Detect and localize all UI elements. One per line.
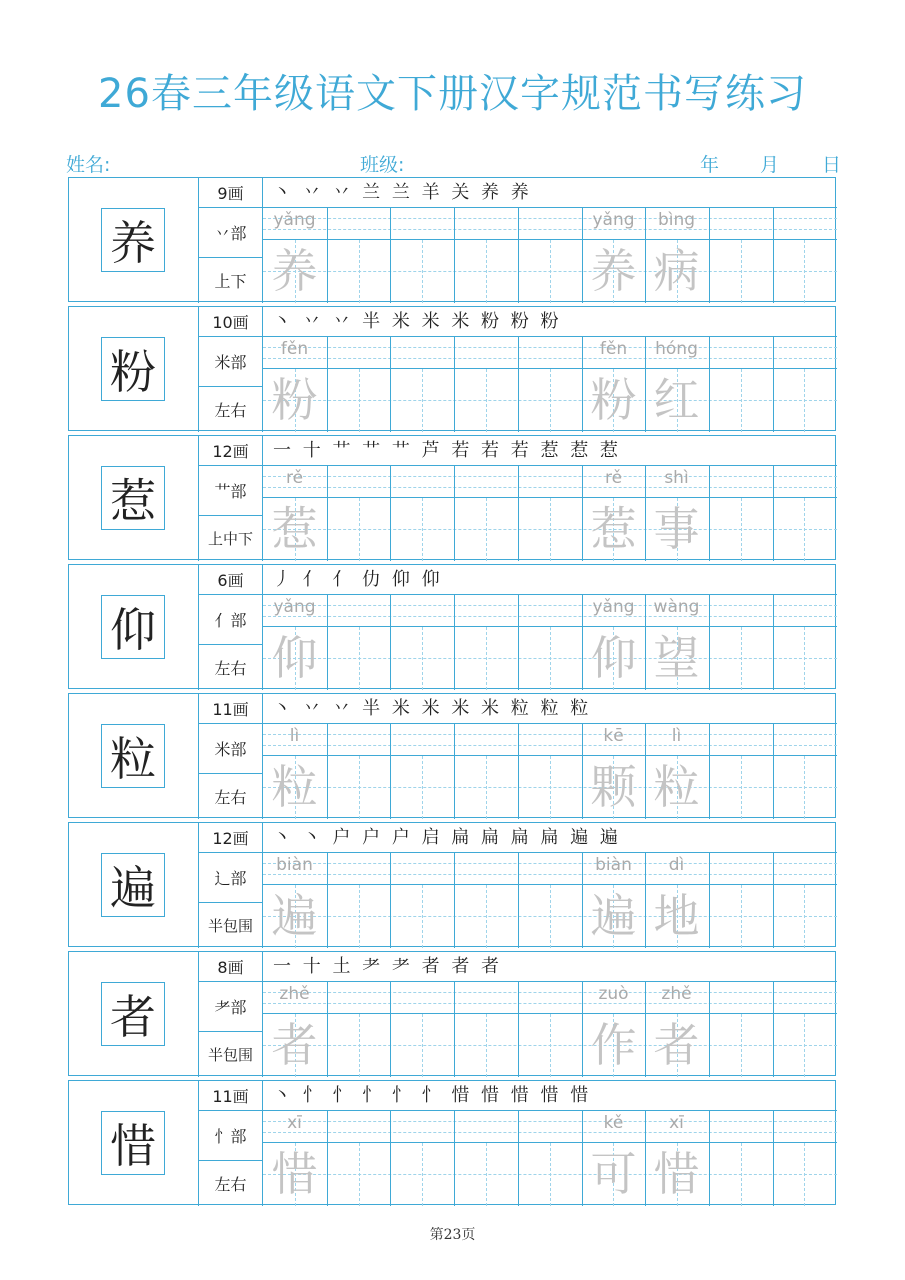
pinyin-guide: zhě: [661, 984, 692, 1004]
writing-grid: [263, 1111, 837, 1206]
big-character-cell: [69, 1081, 199, 1206]
stroke-count: 9画: [199, 178, 262, 208]
pinyin-guide: wàng: [653, 597, 700, 617]
month-label: 月: [760, 154, 780, 176]
trace-character: 地: [653, 889, 700, 943]
writing-grid: [263, 337, 837, 432]
big-character-cell: [69, 436, 199, 561]
pinyin-row: [263, 208, 837, 240]
trace-character: 惹: [590, 502, 637, 556]
writing-grid: [263, 724, 837, 819]
pinyin-guide: kě: [603, 1113, 624, 1133]
trace-character: 养: [271, 244, 318, 298]
pinyin-row: [263, 595, 837, 627]
pinyin-guide: fěn: [599, 339, 628, 359]
stroke-order: 丶 丷 丷 半 米 米 米 米 粒 粒 粒: [263, 694, 837, 724]
trace-character: 粒: [271, 760, 318, 814]
trace-character: 者: [653, 1018, 700, 1072]
trace-character: 惹: [271, 502, 318, 556]
pinyin-guide: lì: [289, 726, 300, 746]
pinyin-row: [263, 853, 837, 885]
big-character: 遍: [101, 853, 165, 917]
trace-character: 粉: [271, 373, 318, 427]
trace-character: 仰: [271, 631, 318, 685]
pinyin-guide: xī: [287, 1113, 302, 1133]
writing-grid: [263, 982, 837, 1077]
radical: 艹部: [199, 466, 262, 516]
radical: 米部: [199, 337, 262, 387]
structure: 左右: [214, 788, 247, 807]
big-character-cell: [69, 694, 199, 819]
pinyin-guide: lì: [671, 726, 682, 746]
structure: 左右: [214, 659, 247, 678]
character-block: [68, 435, 836, 560]
pinyin-guide: rě: [285, 468, 304, 488]
structure: 半包围: [207, 1046, 253, 1064]
big-character: 仰: [101, 595, 165, 659]
stroke-order: 丶 丷 丷 兰 兰 羊 关 养 养: [263, 178, 837, 208]
class-label: 班级:: [360, 154, 405, 176]
big-character-cell: [69, 307, 199, 432]
trace-character: 作: [590, 1018, 637, 1072]
stroke-count: 6画: [199, 565, 262, 595]
structure: 上中下: [207, 530, 253, 548]
trace-character: 望: [653, 631, 700, 685]
trace-character: 惜: [653, 1147, 700, 1201]
big-character: 惜: [101, 1111, 165, 1175]
writing-grid: [263, 466, 837, 561]
pinyin-guide: xī: [669, 1113, 684, 1133]
stroke-count: 12画: [199, 436, 262, 466]
stroke-count: 12画: [199, 823, 262, 853]
pinyin-guide: yǎng: [273, 210, 316, 230]
big-character-cell: [69, 823, 199, 948]
day-label: 日: [822, 154, 842, 176]
character-block: [68, 693, 836, 818]
character-info: [199, 307, 263, 432]
big-character-cell: [69, 565, 199, 690]
character-info: [199, 694, 263, 819]
big-character-cell: [69, 178, 199, 303]
name-label: 姓名:: [66, 154, 111, 176]
trace-character: 遍: [271, 889, 318, 943]
big-character: 养: [101, 208, 165, 272]
character-block: [68, 951, 836, 1076]
radical: 亻部: [199, 595, 262, 645]
pinyin-guide: bìng: [657, 210, 696, 230]
pinyin-guide: biàn: [276, 855, 313, 875]
stroke-order: 丶 忄 忄 忄 忄 忄 惜 惜 惜 惜 惜: [263, 1081, 837, 1111]
year-label: 年: [700, 154, 720, 176]
pinyin-row: [263, 337, 837, 369]
pinyin-guide: hóng: [655, 339, 698, 359]
pinyin-guide: biàn: [595, 855, 632, 875]
pinyin-guide: kē: [603, 726, 624, 746]
trace-character: 者: [271, 1018, 318, 1072]
trace-character: 事: [653, 502, 700, 556]
character-info: [199, 436, 263, 561]
pinyin-guide: yǎng: [592, 597, 635, 617]
character-block: [68, 306, 836, 431]
pinyin-guide: yǎng: [592, 210, 635, 230]
page-title: 26春三年级语文下册汉字规范书写练习: [98, 71, 807, 117]
structure: 左右: [214, 401, 247, 420]
trace-character: 遍: [590, 889, 637, 943]
character-info: [199, 823, 263, 948]
character-info: [199, 1081, 263, 1206]
trace-character: 粉: [590, 373, 637, 427]
stroke-order: 一 十 土 耂 耂 者 者 者: [263, 952, 837, 982]
character-block: [68, 564, 836, 689]
stroke-order: 丿 亻 亻 仂 仰 仰: [263, 565, 837, 595]
trace-character: 红: [653, 373, 700, 427]
pinyin-guide: zuò: [598, 984, 629, 1004]
trace-character: 颗: [590, 760, 637, 814]
pinyin-row: [263, 466, 837, 498]
big-character-cell: [69, 952, 199, 1077]
character-info: [199, 565, 263, 690]
stroke-count: 11画: [199, 694, 262, 724]
pinyin-guide: fěn: [280, 339, 309, 359]
stroke-order: 一 十 艹 艹 艹 芦 若 若 若 惹 惹 惹: [263, 436, 837, 466]
stroke-order: 丶 丶 户 户 户 启 扁 扁 扁 扁 遍 遍: [263, 823, 837, 853]
trace-character: 粒: [653, 760, 700, 814]
stroke-order: 丶 丷 丷 半 米 米 米 粉 粉 粉: [263, 307, 837, 337]
radical: 丷部: [199, 208, 262, 258]
pinyin-guide: shì: [664, 468, 689, 488]
writing-grid: [263, 853, 837, 948]
character-block: [68, 177, 836, 302]
pinyin-guide: dì: [668, 855, 685, 875]
pinyin-guide: rě: [604, 468, 623, 488]
trace-character: 可: [590, 1147, 637, 1201]
structure: 半包围: [207, 917, 253, 935]
trace-character: 养: [590, 244, 637, 298]
character-info: [199, 952, 263, 1077]
radical: 米部: [199, 724, 262, 774]
trace-character: 病: [653, 244, 700, 298]
pinyin-row: [263, 1111, 837, 1143]
radical: 忄部: [199, 1111, 262, 1161]
big-character: 粉: [101, 337, 165, 401]
radical: 耂部: [199, 982, 262, 1032]
pinyin-guide: zhě: [279, 984, 310, 1004]
stroke-count: 11画: [199, 1081, 262, 1111]
pinyin-guide: yǎng: [273, 597, 316, 617]
character-info: [199, 178, 263, 303]
character-block: [68, 1080, 836, 1205]
page-number: 第23页: [429, 1227, 476, 1243]
radical: 辶部: [199, 853, 262, 903]
writing-grid: [263, 595, 837, 690]
structure: 上下: [214, 272, 247, 291]
character-block: [68, 822, 836, 947]
trace-character: 仰: [590, 631, 637, 685]
stroke-count: 8画: [199, 952, 262, 982]
writing-grid: [263, 208, 837, 303]
big-character: 者: [101, 982, 165, 1046]
big-character: 惹: [101, 466, 165, 530]
pinyin-row: [263, 724, 837, 756]
trace-character: 惜: [271, 1147, 318, 1201]
pinyin-row: [263, 982, 837, 1014]
big-character: 粒: [101, 724, 165, 788]
structure: 左右: [214, 1175, 247, 1194]
stroke-count: 10画: [199, 307, 262, 337]
